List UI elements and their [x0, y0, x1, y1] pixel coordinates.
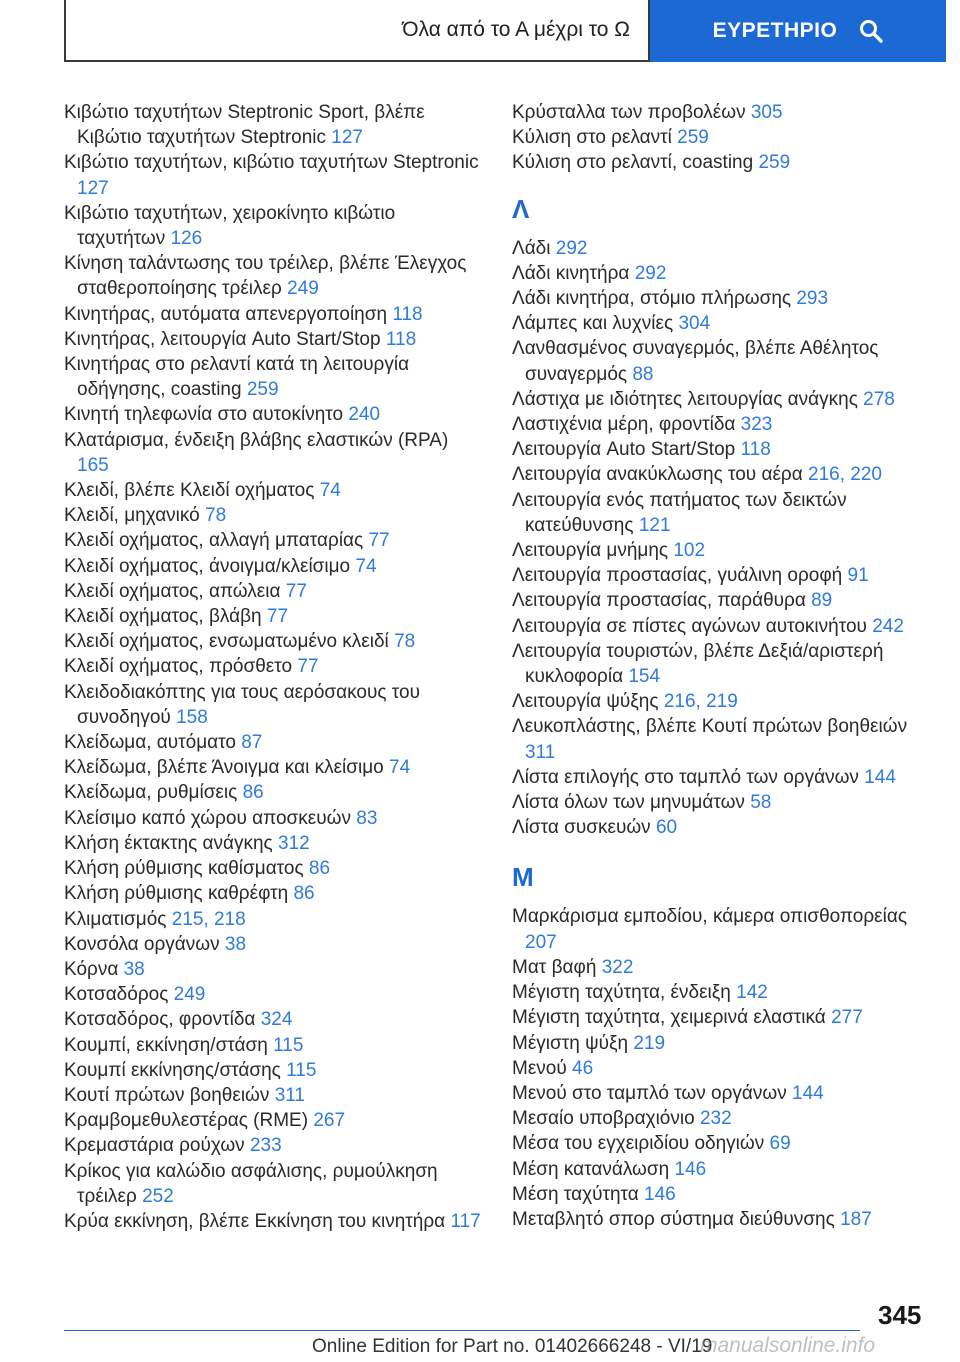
page-reference-link[interactable]: 77 [297, 656, 319, 678]
index-entry [64, 100, 484, 150]
page-reference-link[interactable]: 77 [285, 580, 307, 602]
entry-term: Κλειδί οχήματος, άνοιγμα/κλείσιμο [64, 555, 351, 577]
page-reference-link[interactable]: 277 [831, 1007, 863, 1029]
entry-term: Κοτσαδόρος [64, 984, 169, 1006]
entry-term: Λανθασμένος συναγερμός, βλέπε Αθέλητος συναγερμός [512, 338, 879, 385]
page-reference-link[interactable]: 305 [750, 102, 783, 123]
page-reference-link[interactable]: 88 [632, 363, 654, 385]
index-entry [64, 201, 484, 251]
index-entry [512, 588, 932, 613]
index-entry [512, 336, 932, 386]
section-letter-lambda: Λ [512, 193, 530, 224]
entry-term: Κύλιση στο ρελαντί [512, 127, 672, 149]
entry-term: Κόρνα [64, 958, 119, 980]
index-entry [512, 311, 932, 336]
index-entry [64, 1007, 484, 1032]
index-entry [512, 286, 932, 311]
entry-term: Λειτουργία ανακύκλωσης του αέρα [512, 464, 803, 486]
index-entry [512, 1081, 932, 1106]
page-reference-link[interactable]: 249 [173, 984, 206, 1006]
page-reference-link[interactable]: 312 [277, 832, 310, 854]
page-reference-link[interactable]: 127 [77, 177, 109, 199]
page-reference-link[interactable]: 154 [628, 666, 661, 688]
page-reference-link[interactable]: 304 [678, 313, 711, 335]
entry-term: Κλατάρισμα, ένδειξη βλάβης ελαστικών (RPA) [64, 429, 449, 451]
index-entry [64, 730, 484, 755]
index-group-lambda [512, 236, 932, 841]
index-entry [512, 387, 932, 412]
index-entry [64, 352, 484, 402]
index-entry [512, 689, 932, 714]
index-entry [64, 503, 484, 528]
entry-term: Μενού [512, 1057, 567, 1079]
index-entry [64, 856, 484, 881]
page-reference-link[interactable]: 219 [633, 1032, 666, 1054]
index-entry [64, 604, 484, 629]
entry-term: Κινητή τηλεφωνία στο αυτοκίνητο [64, 404, 344, 426]
page-reference-link[interactable]: 74 [355, 555, 377, 577]
index-entry [512, 538, 932, 563]
entry-term: Κινητήρας στο ρελαντί κατά τη λειτουργία οδήγησης, coasting [64, 354, 410, 401]
entry-term: Λάδι [512, 237, 551, 259]
entry-term: Κλήση ρύθμισης καθίσματος [64, 858, 304, 880]
page-reference-link[interactable]: 60 [655, 817, 678, 839]
page-reference-link[interactable]: 86 [308, 858, 331, 880]
index-entry [512, 904, 932, 954]
entry-term: Λίστα όλων των μηνυμάτων [512, 792, 745, 814]
page-reference-link[interactable]: 292 [634, 262, 667, 284]
index-column-right [512, 100, 932, 1232]
index-entry [64, 554, 484, 579]
page-reference-link[interactable]: 216, 219 [663, 691, 738, 713]
index-entry [512, 815, 932, 840]
page-reference-link[interactable]: 38 [123, 958, 145, 980]
index-entry [512, 1031, 932, 1056]
entry-term: Λειτουργία Auto Start/Stop [512, 439, 736, 461]
page-reference-link[interactable]: 144 [864, 766, 896, 788]
page-reference-link[interactable]: 267 [313, 1110, 346, 1132]
entry-term: Μαρκάρισμα εμποδίου, κάμερα οπισθοπορείας [512, 906, 907, 928]
index-entry [512, 437, 932, 462]
page-reference-link[interactable]: 259 [677, 127, 709, 149]
page-reference-link[interactable]: 259 [246, 379, 279, 401]
page-reference-link[interactable]: 86 [242, 782, 264, 804]
entry-term: Κλείδωμα, βλέπε Άνοιγμα και κλείσιμο [64, 757, 384, 779]
page-reference-link[interactable]: 146 [644, 1183, 676, 1205]
index-entry [64, 402, 484, 427]
entry-term: Λάμπες και λυχνίες [512, 313, 674, 335]
entry-term: Κλειδί, μηχανικό [64, 505, 200, 527]
page-reference-link[interactable]: 78 [394, 631, 416, 653]
entry-term: Λειτουργία τουριστών, βλέπε Δεξιά/αριστερή κυκλοφορία [512, 640, 884, 688]
entry-term: Κονσόλα οργάνων [64, 933, 220, 955]
index-entry [512, 714, 932, 764]
index-entry [512, 488, 932, 538]
entry-term: Λειτουργία ενός πατήματος των δεικτών κατεύθυνσης [512, 489, 847, 536]
page-number: 345 [878, 1300, 922, 1330]
page-reference-link[interactable]: 292 [555, 237, 588, 259]
index-entry [64, 780, 484, 805]
entry-term: Κοτσαδόρος, φροντίδα [64, 1009, 256, 1031]
page-reference-link[interactable]: 311 [274, 1084, 305, 1106]
edition-text: Online Edition for Part no. 01402666248 - VI/19 [312, 1336, 713, 1357]
index-entry [64, 1058, 484, 1083]
entry-term: Κλήση έκτακτης ανάγκης [64, 832, 273, 854]
index-entry [512, 412, 932, 437]
index-entry [512, 790, 932, 815]
entry-term: Κλείσιμο καπό χώρου αποσκευών [64, 807, 351, 829]
entry-term: Κιβώτιο ταχυτήτων Steptronic Sport, βλέπε Κιβώτιο ταχυτήτων Steptronic [64, 102, 425, 149]
index-entry [64, 932, 484, 957]
entry-term: Κιβώτιο ταχυτήτων, κιβώτιο ταχυτήτων Steptronic [64, 152, 479, 174]
page-reference-link[interactable]: 115 [286, 1059, 317, 1081]
index-entry [64, 327, 484, 352]
entry-term: Κουτί πρώτων βοηθειών [64, 1084, 270, 1106]
index-entry [512, 1207, 932, 1232]
entry-term: Κλειδί οχήματος, αλλαγή μπαταρίας [64, 530, 364, 552]
entry-term: Λάδι κινητήρα, στόμιο πλήρωσης [512, 288, 792, 310]
index-column-left [64, 100, 484, 1234]
index-entry [64, 1083, 484, 1108]
entry-term: Κλειδί οχήματος, βλάβη [64, 606, 262, 628]
index-entry [64, 251, 484, 301]
index-entry [64, 1209, 484, 1234]
page-reference-link[interactable]: 144 [792, 1082, 824, 1104]
index-entry [64, 428, 484, 478]
page-reference-link[interactable]: 117 [450, 1210, 481, 1232]
page-reference-link[interactable]: 83 [356, 807, 378, 829]
index-entry [64, 302, 484, 327]
page-reference-link[interactable]: 78 [205, 505, 227, 527]
index-entry [512, 261, 932, 286]
entry-term: Κρύα εκκίνηση, βλέπε Εκκίνηση του κινητήρα [64, 1210, 446, 1232]
entry-term: Λάστιχα με ιδιότητες λειτουργίας ανάγκης [512, 388, 858, 410]
index-entry [64, 528, 484, 553]
page-reference-link[interactable]: 89 [811, 590, 833, 612]
index-entry [64, 629, 484, 654]
entry-term: Κρίκος για καλώδιο ασφάλισης, ρυμούλκηση τρέιλερ [64, 1160, 438, 1207]
page-reference-link[interactable]: 77 [266, 606, 289, 628]
index-entry [512, 955, 932, 980]
search-icon[interactable] [859, 19, 883, 43]
page-reference-link[interactable]: 158 [176, 706, 208, 728]
entry-term: Ματ βαφή [512, 956, 597, 978]
index-group-mu [512, 904, 932, 1232]
index-entry [64, 1159, 484, 1209]
index-entry [512, 1056, 932, 1081]
entry-term: Λαστιχένια μέρη, φροντίδα [512, 414, 736, 436]
page-reference-link[interactable]: 115 [273, 1034, 304, 1056]
entry-term: Λειτουργία σε πίστες αγώνων αυτοκινήτου [512, 615, 867, 637]
page-reference-link[interactable]: 87 [241, 732, 263, 754]
entry-term: Μέση ταχύτητα [512, 1183, 639, 1205]
entry-term: Μέση κατανάλωση [512, 1158, 670, 1180]
index-entry [512, 563, 932, 588]
page-reference-link[interactable]: 146 [674, 1158, 707, 1180]
index-entry [64, 831, 484, 856]
entry-term: Κίνηση ταλάντωσης του τρέιλερ, βλέπε Έλεγχος σταθεροποίησης τρέιλερ [64, 253, 467, 300]
tab-all-label: Όλα από το Α μέχρι το Ω [402, 18, 630, 41]
page-reference-link[interactable]: 240 [348, 404, 381, 426]
entry-term: Κρεμαστάρια ρούχων [64, 1135, 245, 1157]
index-entry [64, 907, 484, 932]
entry-term: Κλήση ρύθμισης καθρέφτη [64, 883, 289, 905]
entry-term: Κλιματισμός [64, 908, 167, 930]
entry-term: Κλειδί, βλέπε Κλειδί οχήματος [64, 480, 315, 502]
page-reference-link[interactable]: 242 [872, 615, 904, 637]
index-entry [512, 1157, 932, 1182]
entry-term: Κρύσταλλα των προβολέων [512, 102, 746, 123]
page-reference-link[interactable]: 38 [224, 933, 247, 955]
page-reference-link[interactable]: 118 [740, 439, 771, 461]
index-entry [64, 1108, 484, 1133]
entry-term: Κλείδωμα, αυτόματο [64, 732, 236, 754]
page-reference-link[interactable]: 216, 220 [808, 464, 882, 486]
index-entry [64, 881, 484, 906]
index-entry [512, 100, 932, 125]
entry-term: Μέγιστη ταχύτητα, ένδειξη [512, 982, 731, 1004]
index-entry [64, 150, 484, 200]
entry-term: Κουμπί εκκίνησης/στάσης [64, 1059, 281, 1081]
index-entry [64, 680, 484, 730]
entry-term: Λειτουργία προστασίας, παράθυρα [512, 590, 806, 612]
entry-term: Μενού στο ταμπλό των οργάνων [512, 1082, 787, 1104]
entry-term: Κλειδοδιακόπτης για τους αερόσακους του συνοδηγού [64, 681, 420, 728]
entry-term: Κινητήρας, λειτουργία Auto Start/Stop [64, 328, 381, 350]
page-reference-link[interactable]: 249 [287, 278, 319, 300]
page-reference-link[interactable]: 252 [142, 1185, 174, 1207]
page-reference-link[interactable]: 142 [736, 982, 768, 1004]
page-reference-link[interactable]: 293 [796, 288, 829, 310]
index-entry [512, 1106, 932, 1131]
page-reference-link[interactable]: 102 [673, 540, 706, 562]
page-reference-link[interactable]: 311 [525, 741, 556, 763]
index-entry [512, 639, 932, 689]
index-entry [64, 579, 484, 604]
entry-term: Κλειδί οχήματος, ενσωματωμένο κλειδί [64, 631, 389, 653]
page-reference-link[interactable]: 86 [293, 883, 315, 905]
page-reference-link[interactable]: 46 [572, 1057, 594, 1079]
page-reference-link[interactable]: 278 [863, 388, 895, 410]
page-reference-link[interactable]: 74 [319, 480, 341, 502]
entry-term: Κλειδί οχήματος, απώλεια [64, 580, 281, 602]
page-reference-link[interactable]: 322 [601, 956, 634, 978]
index-entry [512, 1182, 932, 1207]
index-entry [512, 614, 932, 639]
entry-term: Λειτουργία ψύξης [512, 691, 659, 713]
index-entry [64, 654, 484, 679]
tab-index-label: ΕΥΡΕΤΗΡΙΟ [712, 19, 838, 42]
index-entry [64, 982, 484, 1007]
index-entry [512, 980, 932, 1005]
page-reference-link[interactable]: 187 [840, 1208, 872, 1230]
entry-term: Λειτουργία προστασίας, γυάλινη οροφή [512, 565, 843, 587]
page-reference-link[interactable]: 91 [847, 565, 869, 587]
index-entry [64, 957, 484, 982]
page-reference-link[interactable]: 323 [740, 414, 773, 436]
entry-term: Λειτουργία μνήμης [512, 540, 669, 562]
page-reference-link[interactable]: 118 [392, 303, 423, 325]
footer-divider [64, 1330, 860, 1331]
index-entry [64, 478, 484, 503]
entry-term: Λίστα επιλογής στο ταμπλό των οργάνων [512, 766, 859, 788]
index-entry [512, 1131, 932, 1156]
page-reference-link[interactable]: 126 [170, 228, 203, 250]
index-entry [512, 125, 932, 150]
page-reference-link[interactable]: 69 [769, 1133, 791, 1155]
entry-term: Μέσα του εγχειριδίου οδηγιών [512, 1133, 765, 1155]
entry-term: Κινητήρας, αυτόματα απενεργοποίηση [64, 303, 388, 325]
page-reference-link[interactable]: 215, 218 [171, 908, 246, 930]
entry-term: Κουμπί, εκκίνηση/στάση [64, 1034, 268, 1056]
page-reference-link[interactable]: 121 [638, 514, 671, 536]
entry-term: Κλειδί οχήματος, πρόσθετο [64, 656, 293, 678]
page-reference-link[interactable]: 207 [525, 931, 557, 953]
page-reference-link[interactable]: 232 [699, 1108, 732, 1130]
tab-index[interactable] [650, 0, 946, 62]
index-group-kappa-cont [512, 100, 932, 176]
index-entry [64, 755, 484, 780]
index-entry [512, 1005, 932, 1030]
page-reference-link[interactable]: 324 [260, 1009, 293, 1031]
index-entry [512, 765, 932, 790]
index-entry [64, 806, 484, 831]
entry-term: Κιβώτιο ταχυτήτων, χειροκίνητο κιβώτιο ταχυτήτων [64, 202, 396, 250]
page-reference-link[interactable]: 77 [368, 530, 390, 552]
entry-term: Κραμβομεθυλεστέρας (RME) [64, 1110, 309, 1132]
index-entry [64, 1033, 484, 1058]
index-entry [512, 462, 932, 487]
entry-term: Λευκοπλάστης, βλέπε Κουτί πρώτων βοηθειών [512, 716, 908, 738]
entry-term: Μέγιστη ψύξη [512, 1032, 629, 1054]
page-reference-link[interactable]: 127 [331, 127, 363, 149]
entry-term: Μέγιστη ταχύτητα, χειμερινά ελαστικά [512, 1007, 826, 1029]
page-reference-link[interactable]: 118 [385, 328, 417, 350]
entry-term: Μεταβλητό σπορ σύστημα διεύθυνσης [512, 1208, 835, 1230]
entry-term: Λίστα συσκευών [512, 817, 651, 839]
entry-term: Μεσαίο υποβραχιόνιο [512, 1108, 695, 1130]
page-reference-link[interactable]: 233 [249, 1135, 282, 1157]
page-reference-link[interactable]: 58 [750, 792, 772, 814]
index-entry [512, 236, 932, 261]
page-reference-link[interactable]: 74 [389, 757, 411, 779]
index-entry [512, 150, 932, 175]
tab-all-a-to-z[interactable] [64, 0, 650, 62]
section-letter-mu: Μ [512, 862, 534, 893]
page-reference-link[interactable]: 259 [758, 152, 791, 174]
index-entry [64, 1133, 484, 1158]
entry-term: Λάδι κινητήρα [512, 262, 630, 284]
entry-term: Κύλιση στο ρελαντί, coasting [512, 152, 754, 174]
watermark: manualsonline.info [700, 1334, 876, 1357]
entry-term: Κλείδωμα, ρυθμίσεις [64, 782, 238, 804]
top-navigation [0, 0, 960, 66]
page-reference-link[interactable]: 165 [77, 454, 109, 476]
